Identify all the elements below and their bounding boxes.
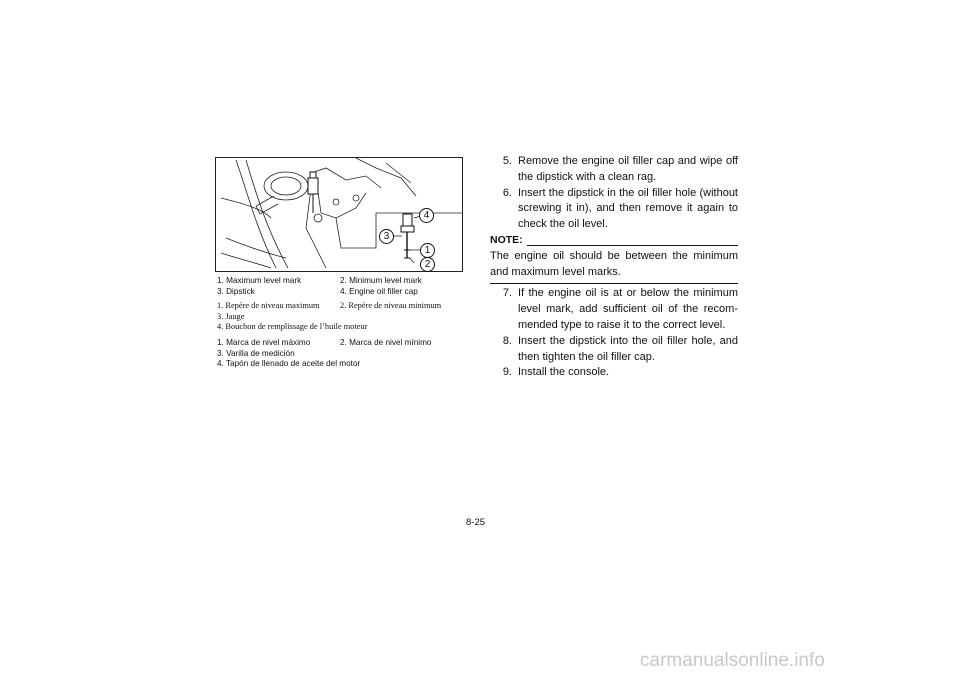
caption-spanish (217, 338, 467, 370)
step-8 (490, 334, 738, 366)
caption-item: 2. Repère de niveau minimum (340, 301, 442, 310)
callout-2: 2 (420, 257, 435, 272)
step-text: If the engine oil is at or below the minimum level mark, add sufficient oil of the recom-mended type to raise it to the correct level. (518, 287, 738, 331)
caption-item: 4. Tapón de llenado de aceite del motor (217, 359, 361, 369)
caption-item: 2. Marca de nivel mínimo (340, 338, 432, 347)
step-text: Insert the dipstick in the oil filler hole (without screwing it in), and then remove it again to check the oil level. (518, 186, 738, 231)
caption-item: 1. Maximum level mark (217, 276, 302, 285)
caption-item: 4. Bouchon de remplissage de l’huile moteur (217, 322, 368, 332)
caption-french (217, 301, 467, 333)
step-9 (490, 365, 738, 381)
note-rule (527, 245, 738, 246)
note-text: The engine oil should be between the minimum and maximum level marks. (490, 249, 738, 285)
step-7 (490, 286, 738, 333)
note-heading (490, 233, 738, 249)
step-text: Install the console. (518, 366, 610, 379)
step-text: Insert the dipstick into the oil filler hole, and then tighten the oil filler cap. (518, 334, 738, 363)
caption-english (217, 276, 467, 297)
engine-oil-figure (215, 157, 463, 272)
callout-4: 4 (419, 208, 434, 223)
callout-3: 3 (379, 229, 394, 244)
caption-item: 1. Marca de nivel máximo (217, 338, 311, 347)
caption-item: 3. Dipstick (217, 286, 255, 296)
step-6 (490, 186, 738, 233)
step-text: Remove the engine oil filler cap and wipe off the dipstick with a clean rag. (518, 155, 738, 183)
caption-item: 2. Minimum level mark (340, 276, 422, 285)
step-5 (490, 154, 738, 186)
page-number: 8-25 (466, 517, 486, 528)
watermark: carmanualsonline.info (640, 650, 825, 671)
step-number: 9. (502, 366, 512, 379)
note-label: NOTE: (490, 233, 523, 246)
caption-item: 1. Repère de niveau maximum (217, 301, 320, 310)
instructions-column (490, 154, 738, 381)
caption-item: 4. Engine oil filler cap (340, 286, 418, 296)
step-number: 6. (502, 186, 512, 199)
callout-1: 1 (420, 243, 435, 258)
caption-item: 3. Varilla de medición (217, 348, 295, 358)
step-number: 7. (502, 287, 512, 300)
step-number: 5. (502, 155, 512, 167)
caption-item: 3. Jauge (217, 311, 245, 321)
step-number: 8. (502, 334, 512, 347)
